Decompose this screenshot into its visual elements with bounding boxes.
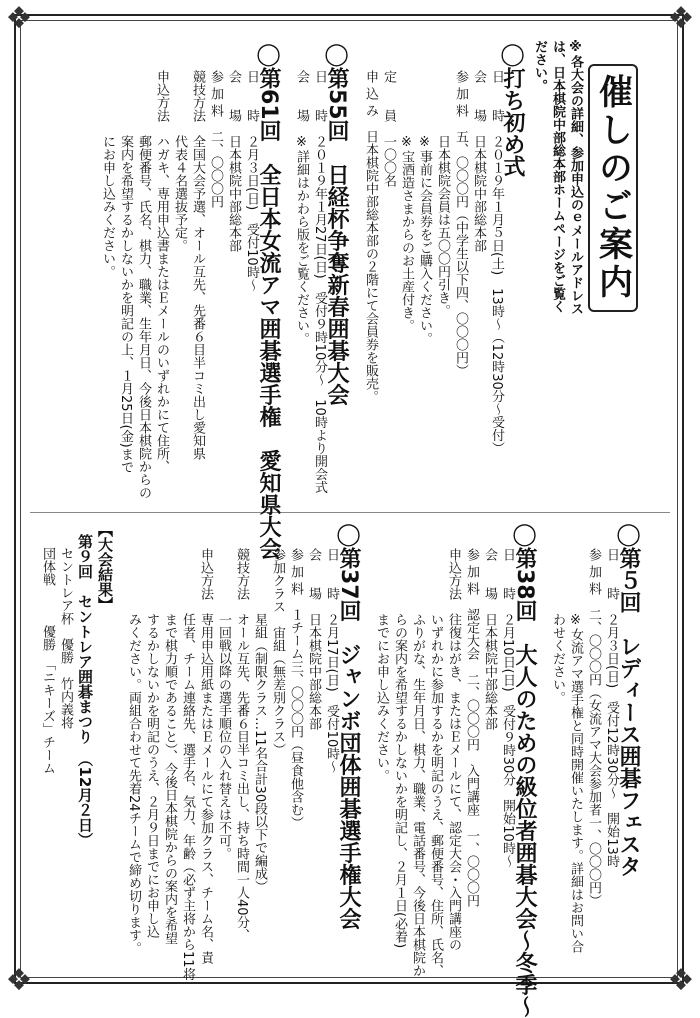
section-line: わせください。 bbox=[550, 548, 565, 704]
section-heading: ◯第61回 全日本女流アマ囲碁選手権 愛知県大会 bbox=[256, 42, 281, 560]
section-heading: ◯第55回 日経杯争奪新春囲碁大会 bbox=[324, 42, 349, 406]
page-title: 催しのご案内 bbox=[592, 74, 633, 302]
section-line: ふりがな、生年月日、棋力、職業、電話番号、今後日本棋院か bbox=[410, 548, 425, 977]
section-line: 案内を希望するかしないかを明記の上、１月25日(金)まで bbox=[118, 70, 133, 474]
section-line: ※事前に会員券をご購入ください。 bbox=[417, 70, 432, 345]
results-line: セントレア杯 優勝 竹内義将 bbox=[58, 534, 73, 729]
page-title-box bbox=[588, 64, 638, 312]
corner-ornament-icon: ❖ bbox=[667, 1, 695, 36]
section-line: 任者、チーム連絡先、選手名、気力、年齢（必ず主将から11将 bbox=[180, 548, 195, 981]
section-heading: ◯第５回 レディース囲碁フェスタ bbox=[616, 522, 641, 877]
section-line: までにお申し込みください。 bbox=[374, 548, 389, 782]
section-line: まで棋力順であること）、今後日本棋院からの案内を希望 bbox=[162, 548, 177, 945]
section-line: 参 加 料 二、〇〇〇円（女流アマ大会参加者一、〇〇〇円） bbox=[586, 548, 601, 908]
corner-ornament-icon: ❖ bbox=[5, 963, 33, 998]
section-line: 申 込 み 日本棋院中部総本部の２階にて会員券を販売。 bbox=[363, 70, 378, 404]
corner-ornament-icon: ❖ bbox=[667, 963, 695, 998]
corner-ornament-icon: ❖ bbox=[5, 1, 33, 36]
section-line: 日 時 ２月３日(日) 受付10時～ bbox=[244, 70, 259, 292]
section-line: 会 場 ※詳細はかわら版をご覧ください。 bbox=[294, 70, 309, 345]
results-line: 団体戦 優勝 「ニキーズ」チーム bbox=[40, 534, 55, 775]
section-line: にお申し込みください。 bbox=[100, 70, 115, 278]
section-line: みください。両組合わせて先着24チームで締め切ります。 bbox=[126, 548, 141, 955]
section-line: 会 場 日本棋院中部総本部 bbox=[471, 70, 486, 252]
section-line: 会 場 日本棋院中部総本部 bbox=[306, 548, 321, 730]
section-line: 会 場 日本棋院中部総本部 bbox=[226, 70, 241, 252]
section-line: 競技方法 全国大会予選、オール互先、先番６目半コミ出し愛知県 bbox=[190, 70, 205, 460]
section-line: 申込方法 往復はがき、またはＥメールにて、認定大会・入門講座の bbox=[446, 548, 461, 951]
section-line: 参 加 料 １チーム三、〇〇〇円（昼食他含む） bbox=[288, 548, 303, 830]
section-line: 参加クラス 宙組（無差別クラス） bbox=[270, 548, 285, 756]
section-line: 参 加 料 五、〇〇〇円（中学生以下四、〇〇〇円） bbox=[453, 70, 468, 378]
section-line: 一回戦以降の選手順位の入れ替えは不可。 bbox=[216, 548, 231, 860]
section-line: 星組（制限クラス…11名合計30段以下で編成） bbox=[252, 548, 267, 894]
section-line: いずれかに参加するかを明記のうえ、郵便番号、住所、氏名、 bbox=[428, 548, 443, 977]
section-line: 定 員 一〇〇名 bbox=[381, 70, 396, 187]
section-line: 会 場 日本棋院中部総本部 bbox=[482, 548, 497, 730]
section-line: 日 時 ２月10日(日) 受付９時30分 開始10時～ bbox=[500, 548, 515, 868]
section-line: 日 時 ２０１９年１月５日(土) 13時～（12時30分～受付） bbox=[489, 70, 504, 455]
note-text: ※各大会の詳細、参加申込のｅメールアドレスは、日本棋院中部総本部ホームページをご覧ください。 bbox=[532, 40, 583, 315]
section-heading: ◯第38回 大人のための級位者囲碁大会～冬季～ bbox=[512, 522, 537, 1018]
section-line: 日 時 ２０１９年１月27日(日) 受付９時10分～ 10時より開会式 bbox=[312, 70, 327, 494]
section-line: 日本棋院会員は五〇〇円引き。 bbox=[435, 70, 450, 317]
section-line: 日 時 ２月３日(日) 受付12時30分～ 開始13時 bbox=[604, 548, 619, 868]
section-line: ※宝酒造さまからのお土産付き。 bbox=[399, 70, 414, 332]
section-line: ※女流アマ選手権と同時開催いたします。詳細はお問い合 bbox=[568, 548, 583, 953]
section-line: 参 加 料 二、〇〇〇円 bbox=[208, 70, 223, 209]
section-line: らの案内を希望するかしないかを明記し、２月１日(必着) bbox=[392, 548, 407, 949]
section-heading: ◯第37回 ジャンボ団体囲碁選手権大会 bbox=[336, 522, 361, 930]
section-line: 申込方法 ハガキ、専用申込書またはＥメールのいずれかにて住所、 bbox=[154, 70, 169, 473]
results-heading: 【大会結果】 bbox=[96, 522, 114, 612]
section-line: 郵便番号、氏名、棋力、職業、生年月日、今後日本棋院からの bbox=[136, 70, 151, 499]
section-line: 参 加 料 認定大会 二、〇〇〇円 入門講座 一、〇〇〇円 bbox=[464, 548, 479, 908]
section-heading: ◯打ち初め式 bbox=[500, 42, 525, 177]
section-line: 申込方法 専用申込用紙またはＥメールにて参加クラス、チーム名、責 bbox=[198, 548, 213, 964]
results-line: 第９回 セントレア囲碁まつり （12月２日） bbox=[76, 534, 94, 848]
section-line: 代表４名選抜予定。 bbox=[172, 70, 187, 252]
section-divider bbox=[30, 512, 670, 513]
section-line: 競技方法 オール互先、先番６目半コミ出し、持ち時間一人40分、 bbox=[234, 548, 249, 942]
section-line: 日 時 ２月17日(日) 受付10時～ bbox=[324, 548, 339, 774]
section-line: するかしないかを明記のうえ、２月９日までにお申し込 bbox=[144, 548, 159, 938]
